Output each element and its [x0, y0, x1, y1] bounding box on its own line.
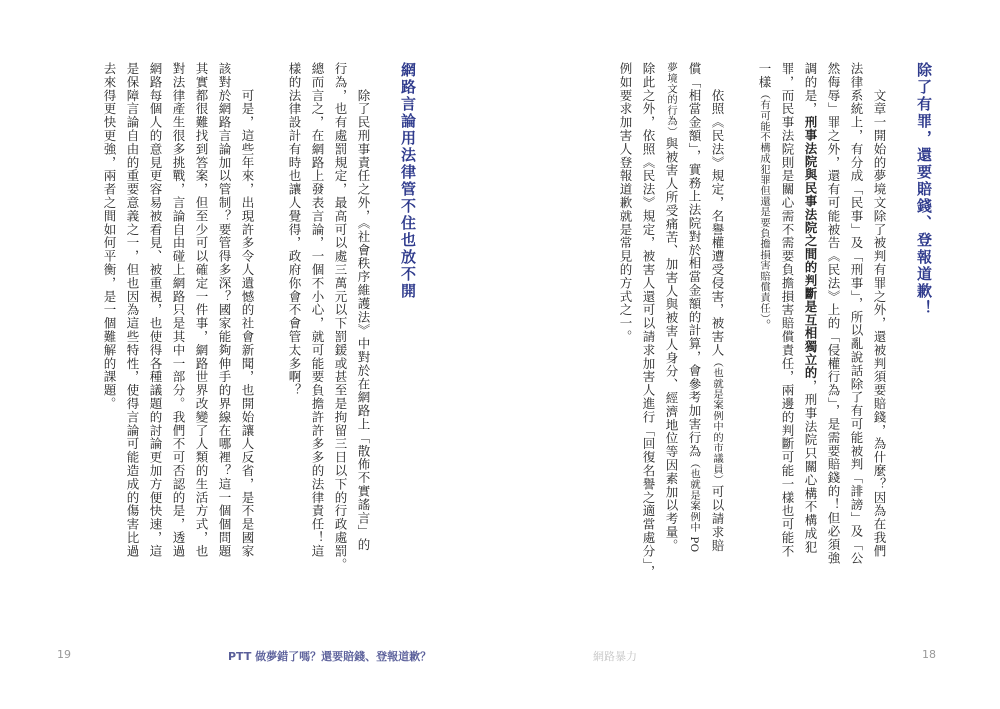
section-name: 網路暴力	[593, 650, 637, 663]
running-title: PTT 做夢錯了嗎？還要賠錢、登報道歉？	[228, 650, 432, 663]
body-text: 除了民刑事責任之外，《社會秩序維護法》中對於在網路上「散佈不實謠言」的	[356, 62, 371, 552]
text-line	[614, 62, 637, 602]
emphasis-text: 刑事法院與民事法院之間的判斷是互相獨立的	[803, 115, 817, 380]
text-line	[683, 62, 706, 602]
text-line	[98, 62, 121, 602]
body-text: ，刑事法院只關心構不構成犯	[803, 379, 818, 554]
body-text: 與被害人所受痛苦、加害人與被害人身分、經濟地位等因素加以考量。	[664, 136, 679, 553]
text-line	[660, 62, 683, 602]
right-page-text	[590, 62, 936, 602]
section-heading: 除了有罪，還要賠錢、登報道歉！	[915, 62, 933, 317]
text-line	[706, 62, 729, 602]
body-text: 該對於網路言論加以管制？要管得多深？國家能夠伸手的界線在哪裡？這一個個問題	[217, 62, 232, 558]
text-line	[799, 62, 822, 602]
body-text: 總而言之，在網路上發表言論，一個不小心，就可能要負擔許許多多的法律責任！這	[310, 62, 325, 558]
body-text: 法律系統上，有分成「民事」及「刑事」，所以亂說話除了有可能被判「誹謗」及「公	[849, 62, 864, 565]
page-number-right: 18	[922, 648, 936, 661]
text-line	[753, 62, 776, 602]
body-text: 文章一開始的夢境文除了被判有罪之外，還被判須要賠錢，為什麼？因為在我們	[872, 62, 887, 558]
body-text: 是保障言論自由的重要意義之一，但也因為這些特性，使得言論可能造成的傷害比過	[125, 62, 140, 558]
annotation-text: （也就是案例中 PO	[688, 457, 700, 553]
body-text: 行為，也有處罰規定，最高可以處三萬元以下罰鍰或甚至是拘留三日以下的行政處罰。	[333, 62, 348, 572]
body-text: 其實都很難找到答案，但至少可以確定一件事，網路世界改變了人類的生活方式，也	[194, 62, 209, 558]
left-page-text	[74, 62, 420, 602]
text-line	[868, 62, 891, 602]
text-line	[822, 62, 845, 602]
body-text: 例如要求加害人登報道歉就是常見的方式之一。	[618, 62, 633, 344]
paragraph	[98, 62, 259, 602]
body-text: 去來得更快更強，兩者之間如何平衡，是一個難解的課題。	[102, 62, 117, 411]
body-text: 然侮辱」罪之外，還有可能被告《民法》上的「侵權行為」，是需要賠錢的！但必須強	[826, 62, 841, 565]
text-line	[776, 62, 799, 602]
text-line	[213, 62, 236, 602]
text-line	[283, 62, 306, 602]
text-line	[845, 62, 868, 602]
body-text: 樣的法律設計有時也讓人覺得，政府你會不會管太多啊？	[287, 62, 302, 397]
paragraph	[753, 62, 891, 602]
section-heading: 網路言論用法律管不住也放不開	[399, 62, 417, 300]
text-line	[167, 62, 190, 602]
body-text: 依照《民法》規定，名譽權遭受侵害，被害人	[710, 62, 725, 357]
text-line	[121, 62, 144, 602]
text-line	[144, 62, 167, 602]
annotation-text: （也就是案例中的市議員）	[711, 356, 723, 486]
text-line	[637, 62, 660, 602]
body-text: 網路每個人的意見更容易被看見、被重視，也使得各種議題的討論更加方便快速，這	[148, 62, 163, 558]
text-line	[306, 62, 329, 602]
paragraph	[614, 62, 729, 602]
annotation-text: 夢境文的行為）	[665, 62, 677, 137]
text-line	[190, 62, 213, 602]
annotation-text: （有可能不構成犯罪但還是要負擔損害賠償責任）	[758, 88, 770, 320]
body-text: 除此之外，依照《民法》規定，被害人還可以請求加害人進行「回復名譽之適當處分」，	[641, 62, 656, 579]
body-text: 可以請求賠	[710, 485, 725, 553]
page-number-left: 19	[57, 648, 71, 661]
body-text: 可是，這些年來，出現許多令人遺憾的社會新聞，也開始讓人反省，是不是國家	[240, 62, 255, 558]
body-text: 對法律產生很多挑戰，言論自由碰上網路只是其中一部分。我們不可否認的是，透過	[171, 62, 186, 558]
paragraph	[283, 62, 375, 602]
text-line	[352, 62, 375, 602]
body-text: 。	[757, 319, 772, 333]
body-text: 罪，而民事法院則是關心需不需要負擔損害賠償責任，兩邊的判斷可能一樣也可能不	[780, 62, 795, 558]
body-text: 調的是，	[803, 62, 818, 116]
text-line	[329, 62, 352, 602]
body-text: 償「相當金額」，實務上法院對於相當金額的計算，會參考加害行為	[687, 62, 702, 458]
body-text: 一樣	[757, 62, 772, 89]
text-line	[236, 62, 259, 602]
